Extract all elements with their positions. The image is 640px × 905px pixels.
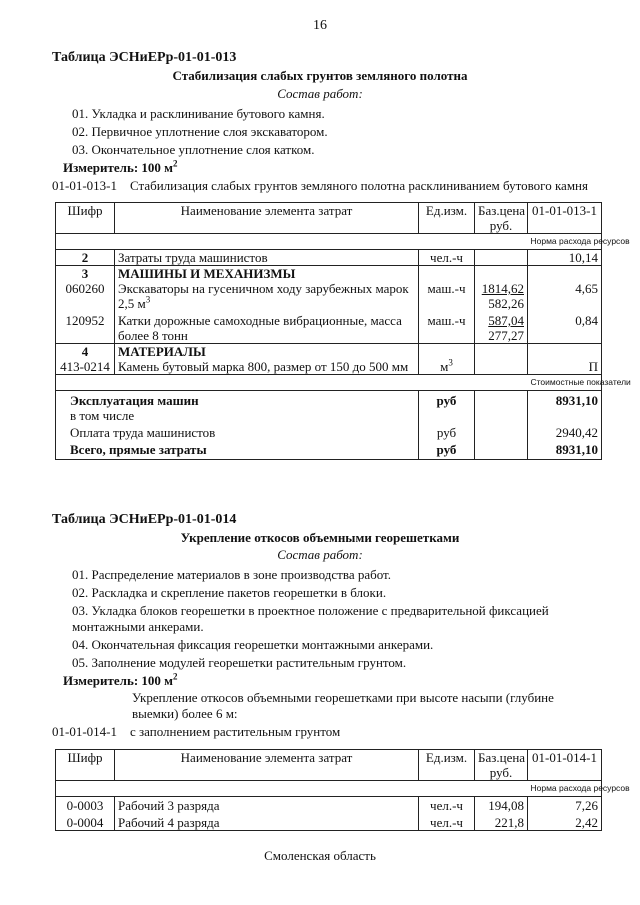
table1-m1-code: 060260 xyxy=(56,281,115,311)
table-row xyxy=(56,797,602,814)
table2-header-name: Наименование элемента затрат xyxy=(115,750,419,781)
table2-row2-price: 221,8 xyxy=(475,813,528,831)
table2-intro-a: Укрепление откосов объемными георешетками при высоте насыпи (глубине xyxy=(132,690,554,705)
table1-row2-price xyxy=(475,250,528,266)
table1-header-col: 01-01-013-1 xyxy=(528,203,602,234)
table2-code-line-code: 01-01-014-1 xyxy=(52,724,117,739)
table1-m1-name: Экскаваторы на гусеничном ходу зарубежных марок 2,5 $м^3$ xyxy=(115,281,419,311)
table1-work-3: 03. Окончательное уплотнение слоя катком. xyxy=(72,142,315,157)
table1-s4-unit: руб xyxy=(419,440,475,460)
table2-header-unit: Ед.изм. xyxy=(419,750,475,781)
table1-s4-value: 8931,10 xyxy=(528,440,602,460)
table-row xyxy=(56,250,602,266)
table1-header-code: Шифр xyxy=(56,203,115,234)
table2-grid xyxy=(55,749,630,831)
table1-header-unit: Ед.изм. xyxy=(419,203,475,234)
table1-m2-unit: маш.-ч xyxy=(419,311,475,344)
table2-code-line-text: с заполнением растительным грунтом xyxy=(130,724,341,739)
table1-m1-value: 4,65 xyxy=(528,281,602,311)
table2-row2-code: 0-0004 xyxy=(56,813,115,831)
table1-s1-unit: руб xyxy=(419,391,475,409)
table1-m1-price: 1814,62 582,26 xyxy=(475,281,528,311)
table1-s3-unit: руб xyxy=(419,423,475,440)
table2-work-4: 04. Окончательная фиксация георешетки монтажными анкерами. xyxy=(72,637,434,652)
table2-work-3: 03. Укладка блоков георешетки в проектное положение с предварительной фиксацией xyxy=(72,603,549,618)
table2-header-code: Шифр xyxy=(56,750,115,781)
table1-works-heading: Состав работ: xyxy=(277,86,363,101)
table1-mat1-code: 413-0214 xyxy=(56,359,115,375)
table1-mat1-name: Камень бутовый марка 800, размер от 150 до 500 мм xyxy=(115,359,419,375)
table1-row3-name: МАШИНЫ И МЕХАНИЗМЫ xyxy=(115,266,419,282)
table2-row1-unit: чел.-ч xyxy=(419,797,475,814)
table1-row4-code: 4 xyxy=(56,344,115,360)
table2-norm-note-row xyxy=(56,781,602,797)
table-row xyxy=(56,359,602,375)
table1-s1-name: Эксплуатация машин xyxy=(56,391,419,409)
table2-work-1: 01. Распределение материалов в зоне производства работ. xyxy=(72,567,392,582)
table1-m1-unit: маш.-ч xyxy=(419,281,475,311)
table1-work-1: 01. Укладка и расклинивание бутового камня. xyxy=(72,106,325,121)
table1-mat1-value: П xyxy=(528,359,602,375)
table2-title: Укрепление откосов объемными георешетками xyxy=(180,530,460,545)
table1-m2-name: Катки дорожные самоходные вибрационные, масса более 8 тонн xyxy=(115,311,419,344)
table1-m2-code: 120952 xyxy=(56,311,115,344)
table2-row2-value: 2,42 xyxy=(528,813,602,831)
table2-row1-value: 7,26 xyxy=(528,797,602,814)
table2-row2-name: Рабочий 4 разряда xyxy=(115,813,419,831)
table1-row2-unit: чел.-ч xyxy=(419,250,475,266)
table-row xyxy=(56,266,602,282)
table2-work-5: 05. Заполнение модулей георешетки растительным грунтом. xyxy=(72,655,407,670)
table-row xyxy=(56,311,602,344)
table1-s3-name: Оплата труда машинистов xyxy=(56,423,419,440)
table1-s4-name: Всего, прямые затраты xyxy=(56,440,419,460)
table1-label: Таблица ЭСНиЕРр-01-01-013 xyxy=(52,50,237,65)
table1-row4-name: МАТЕРИАЛЫ xyxy=(115,344,419,360)
table2-intro-b: выемки) более 6 м: xyxy=(132,706,238,721)
table2-row1-name: Рабочий 3 разряда xyxy=(115,797,419,814)
table-row xyxy=(56,423,602,440)
table1-m2-value: 0,84 xyxy=(528,311,602,344)
table1-s1-value: 8931,10 xyxy=(528,391,602,409)
table-row xyxy=(56,281,602,311)
table-row xyxy=(56,344,602,360)
table1-cost-note: Стоимостные показатели xyxy=(530,377,631,387)
table2-header-col: 01-01-014-1 xyxy=(528,750,602,781)
table2-header-row xyxy=(56,750,602,781)
table2-norm-note: Норма расхода ресурсов xyxy=(530,783,630,793)
table2-works-heading: Состав работ: xyxy=(277,547,363,562)
table1-header-row xyxy=(56,203,602,234)
table2-row1-price: 194,08 xyxy=(475,797,528,814)
table1-header-price: Баз.цена руб. xyxy=(475,203,528,234)
table2-work-3-cont: монтажными анкерами. xyxy=(72,619,204,634)
table1-header-name: Наименование элемента затрат xyxy=(115,203,419,234)
table1-row2-name: Затраты труда машинистов xyxy=(115,250,419,266)
table1-cost-note-row xyxy=(56,375,602,391)
table1-s3-value: 2940,42 xyxy=(528,423,602,440)
table2-meter: Измеритель: 100 $м^2$ xyxy=(63,671,178,688)
table1-code-line-code: 01-01-013-1 xyxy=(52,178,117,193)
table-row xyxy=(56,408,602,423)
table2-code-line xyxy=(52,724,340,740)
table2-label: Таблица ЭСНиЕРр-01-01-014 xyxy=(52,512,237,527)
footer-region: Смоленская область xyxy=(264,848,376,863)
table1-work-2: 02. Первичное уплотнение слоя экскаватором. xyxy=(72,124,328,139)
table-row xyxy=(56,391,602,409)
table-row xyxy=(56,440,602,460)
table1-norm-note: Норма расхода ресурсов xyxy=(530,236,630,246)
table-row xyxy=(56,813,602,831)
table2-header-price: Баз.цена руб. xyxy=(475,750,528,781)
table2-work-2: 02. Раскладка и скрепление пакетов георешетки в блоки. xyxy=(72,585,387,600)
table1-norm-note-row xyxy=(56,234,602,250)
table1-code-line xyxy=(52,178,588,194)
table1-code-line-text: Стабилизация слабых грунтов земляного полотна расклиниванием бутового камня xyxy=(130,178,588,193)
table1-row2-code: 2 xyxy=(56,250,115,266)
table2-row2-unit: чел.-ч xyxy=(419,813,475,831)
table1-title: Стабилизация слабых грунтов земляного полотна xyxy=(172,68,468,83)
table1-row2-value: 10,14 xyxy=(528,250,602,266)
table1-row3-code: 3 xyxy=(56,266,115,282)
table2-row1-code: 0-0003 xyxy=(56,797,115,814)
table1-meter: Измеритель: 100 $м^2$ xyxy=(63,158,178,175)
table1-grid xyxy=(55,202,631,460)
table1-s2-name: в том числе xyxy=(56,408,419,423)
table1-m2-price: 587,04 277,27 xyxy=(475,311,528,344)
table1-mat1-unit: $м^3$ xyxy=(419,359,475,375)
page-number: 16 xyxy=(313,18,327,33)
